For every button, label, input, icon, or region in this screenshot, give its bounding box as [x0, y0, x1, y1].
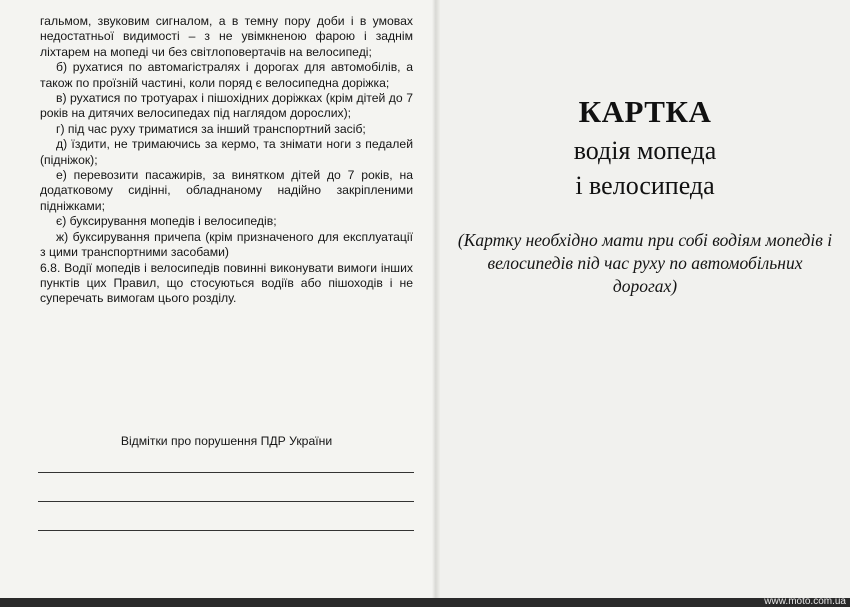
card-subtitle-line1: водія мопеда [573, 136, 717, 165]
scan-border [0, 598, 850, 607]
rule-paragraph: г) під час руху триматися за інший транспортний засіб; [56, 121, 366, 136]
watermark: www.moto.com.ua [764, 596, 846, 607]
violations-title: Відмітки про порушення ПДР України [120, 434, 333, 448]
rule-paragraph: є) буксирування мопедів і велосипедів; [56, 214, 277, 229]
card-title: КАРТКА [578, 94, 712, 129]
violation-entry-line [38, 472, 414, 473]
card-subtitle-line2: і велосипеда [575, 171, 715, 200]
rule-paragraph: гальмом, звуковим сигналом, а в темну пору доби і в умовах недостатньої видимості – з не увімкненою фарою і заднім ліхтарем на мопеді чи без світлоповертачів на велосипеді; [40, 14, 413, 59]
rule-paragraph: е) перевозити пасажирів, за винятком дітей до 7 років, на додатковому сидінні, обладнаному надійно закріпленими підніжками; [40, 168, 413, 213]
rule-paragraph: д) їздити, не тримаючись за кермо, та знімати ноги з педалей (підніжок); [40, 137, 413, 167]
violation-entry-line [38, 501, 414, 502]
page-fold [432, 0, 440, 598]
rule-paragraph: б) рухатися по автомагістралях і дорогах для автомобілів, а також по проїзній частині, коли поряд є велосипедна доріжка; [40, 60, 413, 90]
card-note: (Картку необхідно мати при собі водіям мопедів і велосипедів під час руху по автомобільних дорогах) [457, 230, 833, 296]
violation-entry-line [38, 530, 414, 531]
rule-paragraph: 6.8. Водії мопедів і велосипедів повинні виконувати вимоги інших пунктів цих Правил, що стосуються водіїв або пішоходів і не суперечать вимогам цього розділу. [40, 260, 413, 306]
rule-paragraph: в) рухатися по тротуарах і пішохідних доріжках (крім дітей до 7 років на дитячих велосипедах під наглядом дорослих); [40, 91, 413, 121]
rules-text [40, 14, 413, 307]
right-page [440, 0, 850, 598]
rule-paragraph: ж) буксирування причепа (крім призначеного для експлуатації з цими транспортними засобами) [40, 229, 413, 260]
